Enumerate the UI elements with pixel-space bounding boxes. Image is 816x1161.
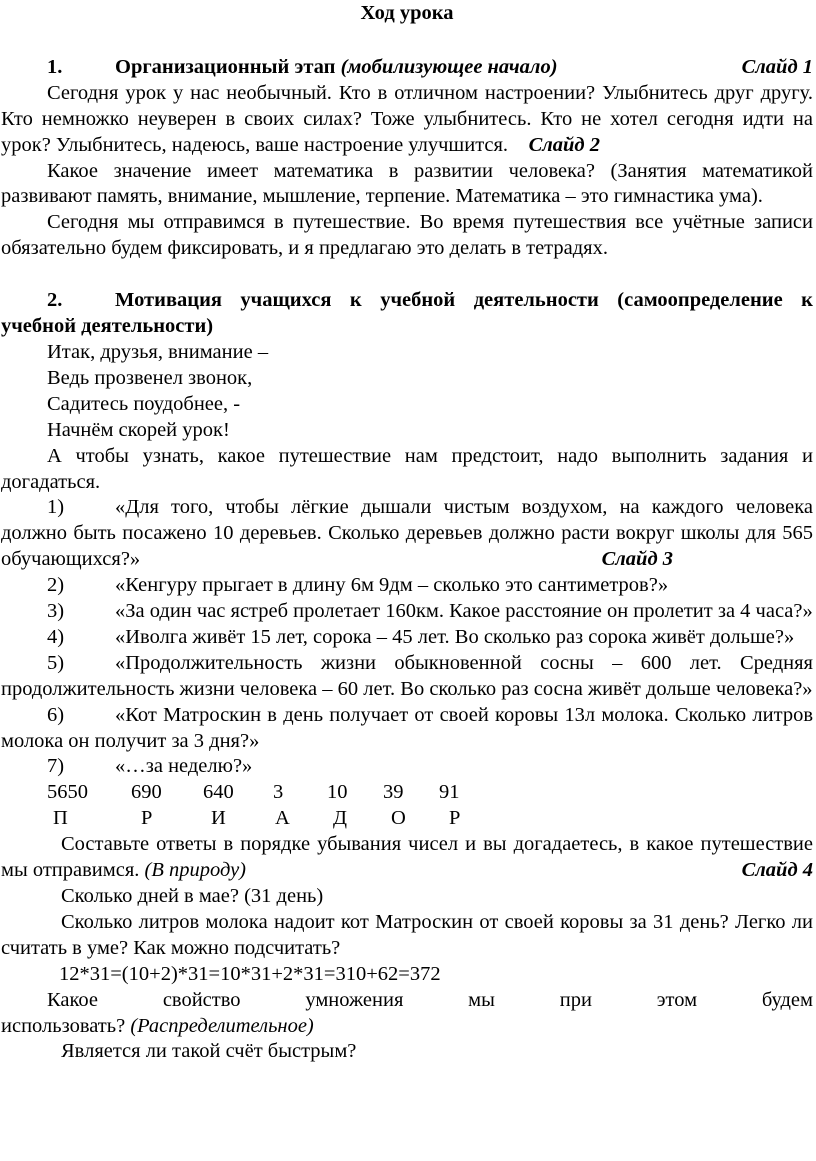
- section-1-subtitle: (мобилизующее начало): [340, 55, 558, 78]
- question-milk: Сколько литров молока надоит кот Матроскин от своей коровы за 31 день? Легко ли считать в уме? Как можно подсчитать?: [1, 910, 813, 959]
- answer-letter: А: [275, 807, 290, 830]
- answer-number: 690: [131, 781, 162, 804]
- section-1-title: [115, 55, 742, 81]
- answer-number: 39: [383, 781, 404, 804]
- answer-letter: О: [391, 807, 406, 830]
- task-number: 7): [47, 755, 65, 778]
- answer-letter: П: [53, 807, 68, 830]
- question-word: этом: [656, 988, 698, 1011]
- answer-number: 10: [327, 781, 348, 804]
- section-1-heading: [1, 55, 813, 81]
- paragraph-arrange-text: Составьте ответы в порядке убывания чисел и вы догадаетесь, в какое путешествие мы отправимся.: [1, 833, 813, 882]
- question-word: умножения: [305, 988, 404, 1011]
- question-property-rest: использовать?: [1, 1014, 126, 1037]
- section-2-heading: [1, 288, 813, 340]
- arrange-answer: (В природу): [144, 859, 247, 882]
- poem: [1, 340, 813, 444]
- property-answer: (Распределительное): [130, 1014, 314, 1037]
- task-text: «Кенгуру прыгает в длину 6м 9дм – сколько это сантиметров?»: [115, 574, 669, 597]
- spacer: [1, 262, 813, 288]
- formula: 12*31=(10+2)*31=10*31+2*31=310+62=372: [59, 962, 441, 985]
- section-2-title: Мотивация учащихся к учебной деятельности (самоопределение к учебной деятельности): [1, 289, 813, 338]
- poem-line: Ведь прозвенел звонок,: [47, 366, 253, 389]
- paragraph-arrange: [1, 832, 813, 884]
- poem-line: Садитесь поудобнее, -: [47, 392, 241, 415]
- paragraph-greeting: [1, 81, 813, 159]
- answer-letter: И: [211, 807, 226, 830]
- task-item: [1, 703, 813, 755]
- question-fast-count: Является ли такой счёт быстрым?: [61, 1040, 357, 1063]
- section-2-number: 2.: [47, 289, 63, 312]
- answer-number: 640: [203, 781, 234, 804]
- page-title: Ход урока: [360, 2, 454, 24]
- question-property-continued: [1, 1014, 813, 1040]
- task-item: [1, 573, 813, 599]
- task-number: 4): [47, 625, 65, 648]
- paragraph-greeting-text: Сегодня урок у нас необычный. Кто в отличном настроении? Улыбнитесь друг другу. Кто немножко неуверен в своих силах? Тоже улыбнитесь. Кто не хотел сегодня идти на урок? Улыбнитесь, надеюсь, ваше настроение улучшится.: [1, 81, 813, 156]
- answers-letters-row: [1, 806, 813, 832]
- task-item: [1, 754, 813, 780]
- answer-number: 91: [439, 781, 460, 804]
- answer-letter: Д: [333, 807, 347, 830]
- slide-2-label: Слайд 2: [528, 133, 600, 156]
- answers-numbers-row: [1, 780, 813, 806]
- slide-1-label: Слайд 1: [741, 55, 813, 78]
- task-item: [1, 495, 813, 573]
- paragraph-journey: Сегодня мы отправимся в путешествие. Во время путешествия все учётные записи обязательно будем фиксировать, и я предлагаю это делать в тетрадях.: [1, 211, 813, 260]
- section-1-number: 1.: [47, 55, 63, 78]
- question-word: свойство: [162, 988, 241, 1011]
- task-number: 2): [47, 574, 65, 597]
- answer-letter: Р: [449, 807, 461, 830]
- slide-4-label: Слайд 4: [741, 859, 813, 882]
- paragraph-math-value: Какое значение имеет математика в развитии человека? (Занятия математикой развивают память, внимание, мышление, терпение. Математика – это гимнастика ума).: [1, 159, 813, 208]
- task-number: 1): [47, 496, 65, 519]
- task-item: [1, 625, 813, 651]
- slide-3-label: Слайд 3: [601, 548, 673, 571]
- answer-number: 5650: [47, 781, 88, 804]
- task-text: «Иволга живёт 15 лет, сорока – 45 лет. Во сколько раз сорока живёт дольше?»: [115, 625, 795, 648]
- question-word: мы: [468, 988, 495, 1011]
- question-word: Какое: [47, 988, 99, 1011]
- question-property-line: [1, 988, 813, 1014]
- task-item: [1, 651, 813, 703]
- task-item: [1, 599, 813, 625]
- question-word: при: [559, 988, 592, 1011]
- task-number: 3): [47, 600, 65, 623]
- section-1-title-text: Организационный этап: [115, 55, 336, 78]
- paragraph-tasks-intro: А чтобы узнать, какое путешествие нам предстоит, надо выполнить задания и догадаться.: [1, 444, 813, 493]
- task-text: «Для того, чтобы лёгкие дышали чистым воздухом, на каждого человека должно быть посажено 10 деревьев. Сколько деревьев должно расти вокруг школы для 565 обучающихся?»: [1, 496, 813, 571]
- task-number: 5): [47, 651, 65, 674]
- question-may-days: Сколько дней в мае? (31 день): [61, 885, 324, 907]
- task-text: «Продолжительность жизни обыкновенной сосны – 600 лет. Средняя продолжительность жизни человека – 60 лет. Во сколько раз сосна живёт дольше человека?»: [1, 651, 813, 700]
- task-text: «…за неделю?»: [115, 755, 253, 778]
- task-text: «За один час ястреб пролетает 160км. Какое расстояние он пролетит за 4 часа?»: [115, 600, 813, 623]
- answer-number: 3: [273, 781, 284, 804]
- task-text: «Кот Матроскин в день получает от своей коровы 13л молока. Сколько литров молока он получит за 3 дня?»: [1, 703, 813, 752]
- answer-letter: Р: [141, 807, 153, 830]
- poem-line: Итак, друзья, внимание –: [47, 340, 269, 363]
- poem-line: Начнём скорей урок!: [47, 418, 230, 441]
- task-number: 6): [47, 703, 65, 726]
- question-word: будем: [761, 988, 813, 1011]
